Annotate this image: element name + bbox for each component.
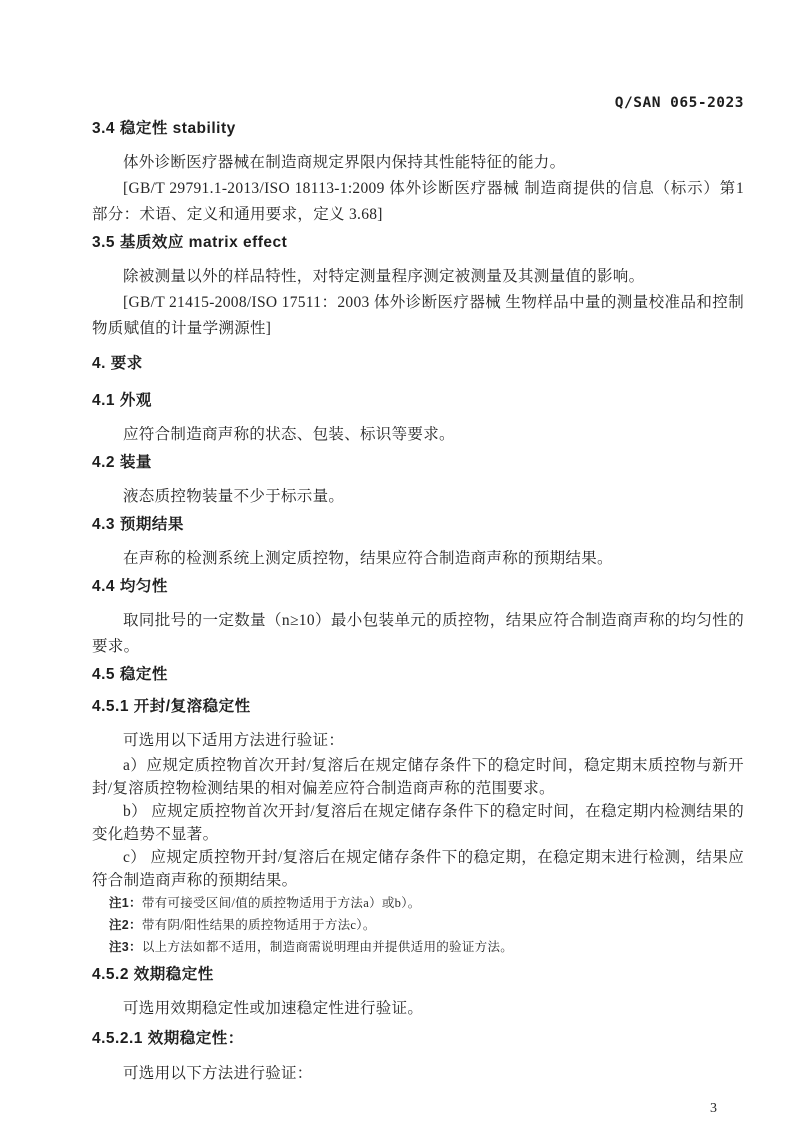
paragraph: 液态质控物装量不少于标示量。 [123, 488, 345, 505]
section-heading: 4.5.2 效期稳定性 [92, 966, 214, 983]
note-label: 注3： [109, 940, 142, 954]
note-label: 注2： [109, 918, 142, 932]
section-heading: 4.5.1 开封/复溶稳定性 [92, 698, 251, 715]
paragraph: 取同批号的一定数量（n≥10）最小包装单元的质控物，结果应符合制造商声称的均匀性的要求。 [92, 612, 744, 655]
list-item: a）应规定质控物首次开封/复溶后在规定储存条件下的稳定时间，稳定期末质控物与新开封/复溶质控物检测结果的相对偏差应符合制造商声称的范围要求。 [92, 757, 744, 797]
section-heading: 4.5.2.1 效期稳定性： [92, 1030, 244, 1047]
paragraph: 可选用以下适用方法进行验证： [123, 732, 345, 749]
note-text: 带有可接受区间/值的质控物适用于方法a）或b）。 [141, 896, 421, 910]
paragraph: 可选用以下方法进行验证： [123, 1065, 313, 1082]
section-heading: 4.4 均匀性 [92, 578, 168, 595]
paragraph: 除被测量以外的样品特性，对特定测量程序测定被测量及其测量值的影响。 [123, 268, 645, 285]
note-text: 以上方法如都不适用，制造商需说明理由并提供适用的验证方法。 [141, 940, 514, 954]
section-heading: 3.4 稳定性 stability [92, 120, 236, 137]
page-number: 3 [710, 1101, 717, 1116]
paragraph: [GB/T 29791.1-2013/ISO 18113-1:2009 体外诊断医疗器械 制造商提供的信息（标示）第1部分：术语、定义和通用要求，定义 3.68] [92, 180, 744, 223]
paragraph: 应符合制造商声称的状态、包装、标识等要求。 [123, 426, 455, 443]
list-item: c） 应规定质控物开封/复溶后在规定储存条件下的稳定期，在稳定期末进行检测，结果应符合制造商声称的预期结果。 [92, 849, 744, 889]
note-label: 注1： [109, 896, 142, 910]
note-text: 带有阴/阳性结果的质控物适用于方法c）。 [141, 918, 376, 932]
paragraph: 体外诊断医疗器械在制造商规定界限内保持其性能特征的能力。 [123, 154, 566, 171]
section-heading: 4.1 外观 [92, 392, 152, 409]
paragraph: [GB/T 21415-2008/ISO 17511：2003 体外诊断医疗器械 生物样品中量的测量校准品和控制物质赋值的计量学溯源性] [92, 294, 744, 337]
section-heading: 3.5 基质效应 matrix effect [92, 234, 288, 251]
paragraph: 可选用效期稳定性或加速稳定性进行验证。 [123, 1000, 424, 1017]
document-number-header: Q/SAN 065-2023 [614, 95, 744, 111]
section-heading: 4.5 稳定性 [92, 666, 168, 683]
section-heading: 4.2 装量 [92, 454, 152, 471]
paragraph: 在声称的检测系统上测定质控物，结果应符合制造商声称的预期结果。 [123, 550, 613, 567]
document-body [92, 118, 744, 1087]
list-item: b） 应规定质控物首次开封/复溶后在规定储存条件下的稳定时间，在稳定期内检测结果的变化趋势不显著。 [92, 803, 744, 843]
note [92, 893, 744, 914]
section-heading: 4. 要求 [92, 355, 143, 372]
note [92, 915, 744, 936]
section-heading: 4.3 预期结果 [92, 516, 184, 533]
note [92, 937, 744, 958]
